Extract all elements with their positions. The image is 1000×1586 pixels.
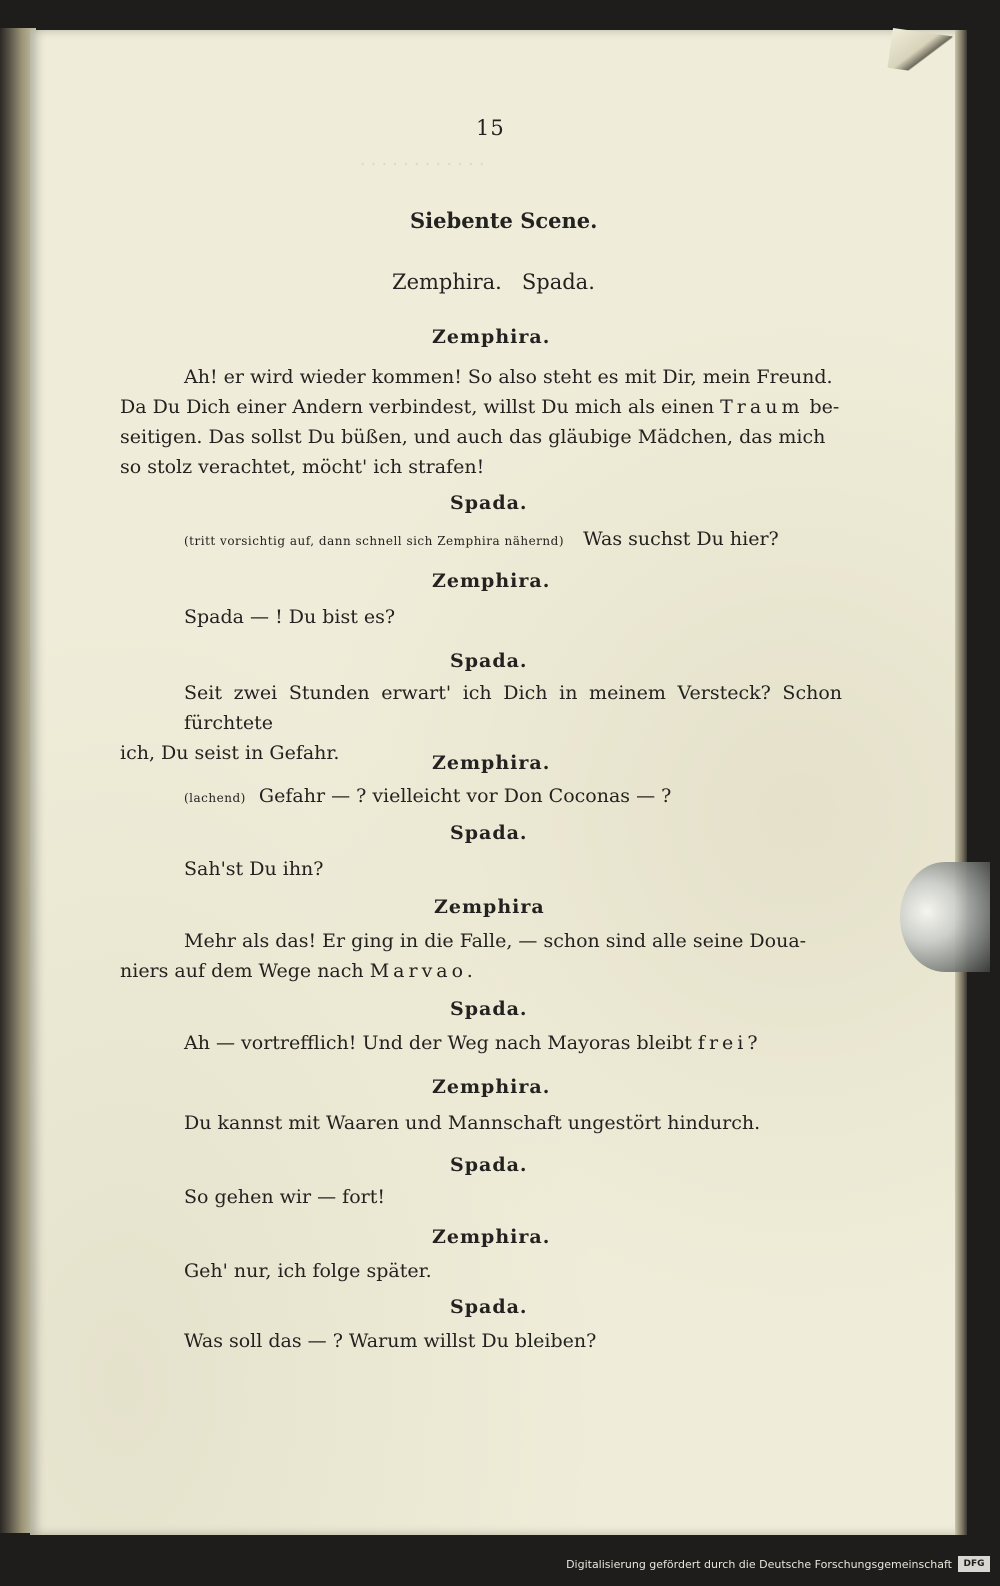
dialogue-line <box>120 392 842 422</box>
dialogue-paragraph <box>120 362 842 482</box>
dialogue-text: Ah — vortrefflich! Und der Weg nach Mayoras bleibt <box>184 1032 692 1054</box>
speaker-name: Zemphira. <box>432 1226 551 1248</box>
emphasized-word: Traum <box>720 396 804 418</box>
dialogue-line: Geh' nur, ich folge später. <box>184 1260 432 1282</box>
dialogue-line: so stolz verachtet, möcht' ich strafen! <box>120 456 485 478</box>
funding-credit: Digitalisierung gefördert durch die Deutsche Forschungsgemeinschaft <box>566 1558 952 1571</box>
dialogue-line: Ah! er wird wieder kommen! So also steht es mit Dir, mein Freund. <box>184 366 833 388</box>
speaker-name: Zemphira. <box>432 752 551 774</box>
dialogue-line: Du kannst mit Waaren und Mannschaft ungestört hindurch. <box>184 1112 761 1134</box>
dialogue-line: Spada — ! Du bist es? <box>184 606 396 628</box>
dialogue-line <box>184 785 671 807</box>
dialogue-text: niers auf dem Wege nach <box>120 960 364 982</box>
dialogue-line <box>120 956 842 986</box>
thumb-clip <box>900 862 990 972</box>
show-through-text: . . . . . . . . . . . . <box>360 150 485 170</box>
dialogue-line: ich, Du seist in Gefahr. <box>120 742 340 764</box>
speaker-name: Spada. <box>450 1296 528 1318</box>
speaker-name: Zemphira <box>434 896 545 918</box>
dialogue-text: Was suchst Du hier? <box>583 528 779 550</box>
dialogue-line: Seit zwei Stunden erwart' ich Dich in meinem Versteck? Schon fürchtete <box>184 682 842 734</box>
emphasized-word: Marvao. <box>369 960 477 982</box>
dialogue-line: seitigen. Das sollst Du büßen, und auch das gläubige Mädchen, das mich <box>120 426 826 448</box>
speaker-name: Spada. <box>450 998 528 1020</box>
dialogue-text: be- <box>809 396 840 418</box>
speaker-name: Zemphira. <box>432 570 551 592</box>
dialogue-line <box>184 528 779 550</box>
speaker-name: Spada. <box>450 822 528 844</box>
speaker-name: Spada. <box>450 1154 528 1176</box>
folded-corner <box>888 28 953 76</box>
emphasized-word: frei? <box>697 1032 762 1054</box>
speaker-name: Zemphira. <box>432 326 551 348</box>
speaker-name: Spada. <box>450 492 528 514</box>
page-stack-edge <box>955 30 967 1535</box>
speaker-name: Zemphira. <box>432 1076 551 1098</box>
dialogue-text: Gefahr — ? vielleicht vor Don Coconas — ? <box>258 785 672 807</box>
dialogue-text: Da Du Dich einer Andern verbindest, willst Du mich als einen <box>120 396 715 418</box>
dialogue-paragraph <box>120 926 842 986</box>
dialogue-line <box>184 1032 762 1054</box>
dialogue-line: Mehr als das! Er ging in die Falle, — schon sind alle seine Doua- <box>184 930 807 952</box>
cast-list: Zemphira. Spada. <box>392 270 595 294</box>
footer-bar <box>0 1548 1000 1586</box>
dialogue-line: Was soll das — ? Warum willst Du bleiben? <box>184 1330 597 1352</box>
scene-title: Siebente Scene. <box>410 208 598 233</box>
dfg-logo: DFG <box>958 1556 990 1572</box>
page-number: 15 <box>476 116 505 140</box>
dialogue-line: Sah'st Du ihn? <box>184 858 324 880</box>
speaker-name: Spada. <box>450 650 528 672</box>
stage-direction: (lachend) <box>184 791 246 805</box>
stage-direction: (tritt vorsichtig auf, dann schnell sich Zemphira nähernd) <box>184 534 565 548</box>
dialogue-line: So gehen wir — fort! <box>184 1186 385 1208</box>
